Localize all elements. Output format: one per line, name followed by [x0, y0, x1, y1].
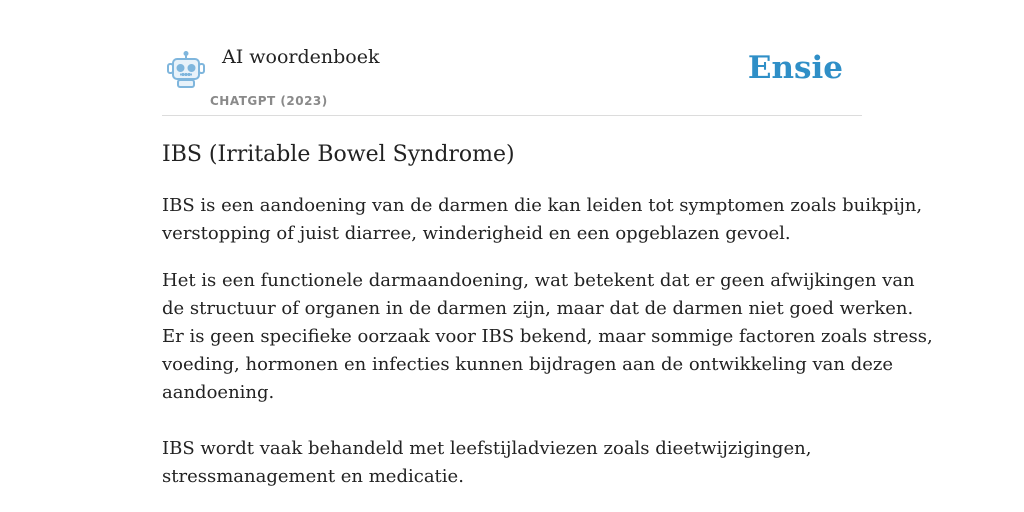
paragraph-line: voeding, hormonen en infecties kunnen bijdragen aan de ontwikkeling van deze: [162, 354, 894, 375]
paragraph-line: Er is geen specifieke oorzaak voor IBS bekend, maar sommige factoren zoals stress,: [162, 326, 933, 347]
paragraph-2: [162, 267, 933, 407]
paragraph-line: Het is een functionele darmaandoening, wat betekent dat er geen afwijkingen van: [162, 270, 915, 291]
source-subtitle: CHATGPT (2023): [210, 94, 328, 108]
paragraph-line: stressmanagement en medicatie.: [162, 466, 464, 487]
paragraph-line: verstopping of juist diarree, winderigheid en een opgeblazen gevoel.: [162, 223, 791, 244]
entry-title: IBS (Irritable Bowel Syndrome): [162, 142, 515, 167]
paragraph-1: [162, 192, 923, 248]
paragraph-line: IBS is een aandoening van de darmen die kan leiden tot symptomen zoals buikpijn,: [162, 195, 923, 216]
entry-header: [162, 40, 862, 116]
brand-logo[interactable]: Ensie: [747, 50, 843, 86]
paragraph-3: [162, 435, 862, 491]
paragraph-line: de structuur of organen in de darmen zijn, maar dat de darmen niet goed werken.: [162, 298, 914, 319]
entry-content: [162, 138, 933, 491]
paragraph-line: aandoening.: [162, 382, 275, 403]
source-title[interactable]: AI woordenboek: [222, 46, 380, 68]
paragraph-line: IBS wordt vaak behandeld met leefstijladviezen zoals dieetwijzigingen,: [162, 438, 812, 459]
robot-icon: [165, 51, 207, 89]
